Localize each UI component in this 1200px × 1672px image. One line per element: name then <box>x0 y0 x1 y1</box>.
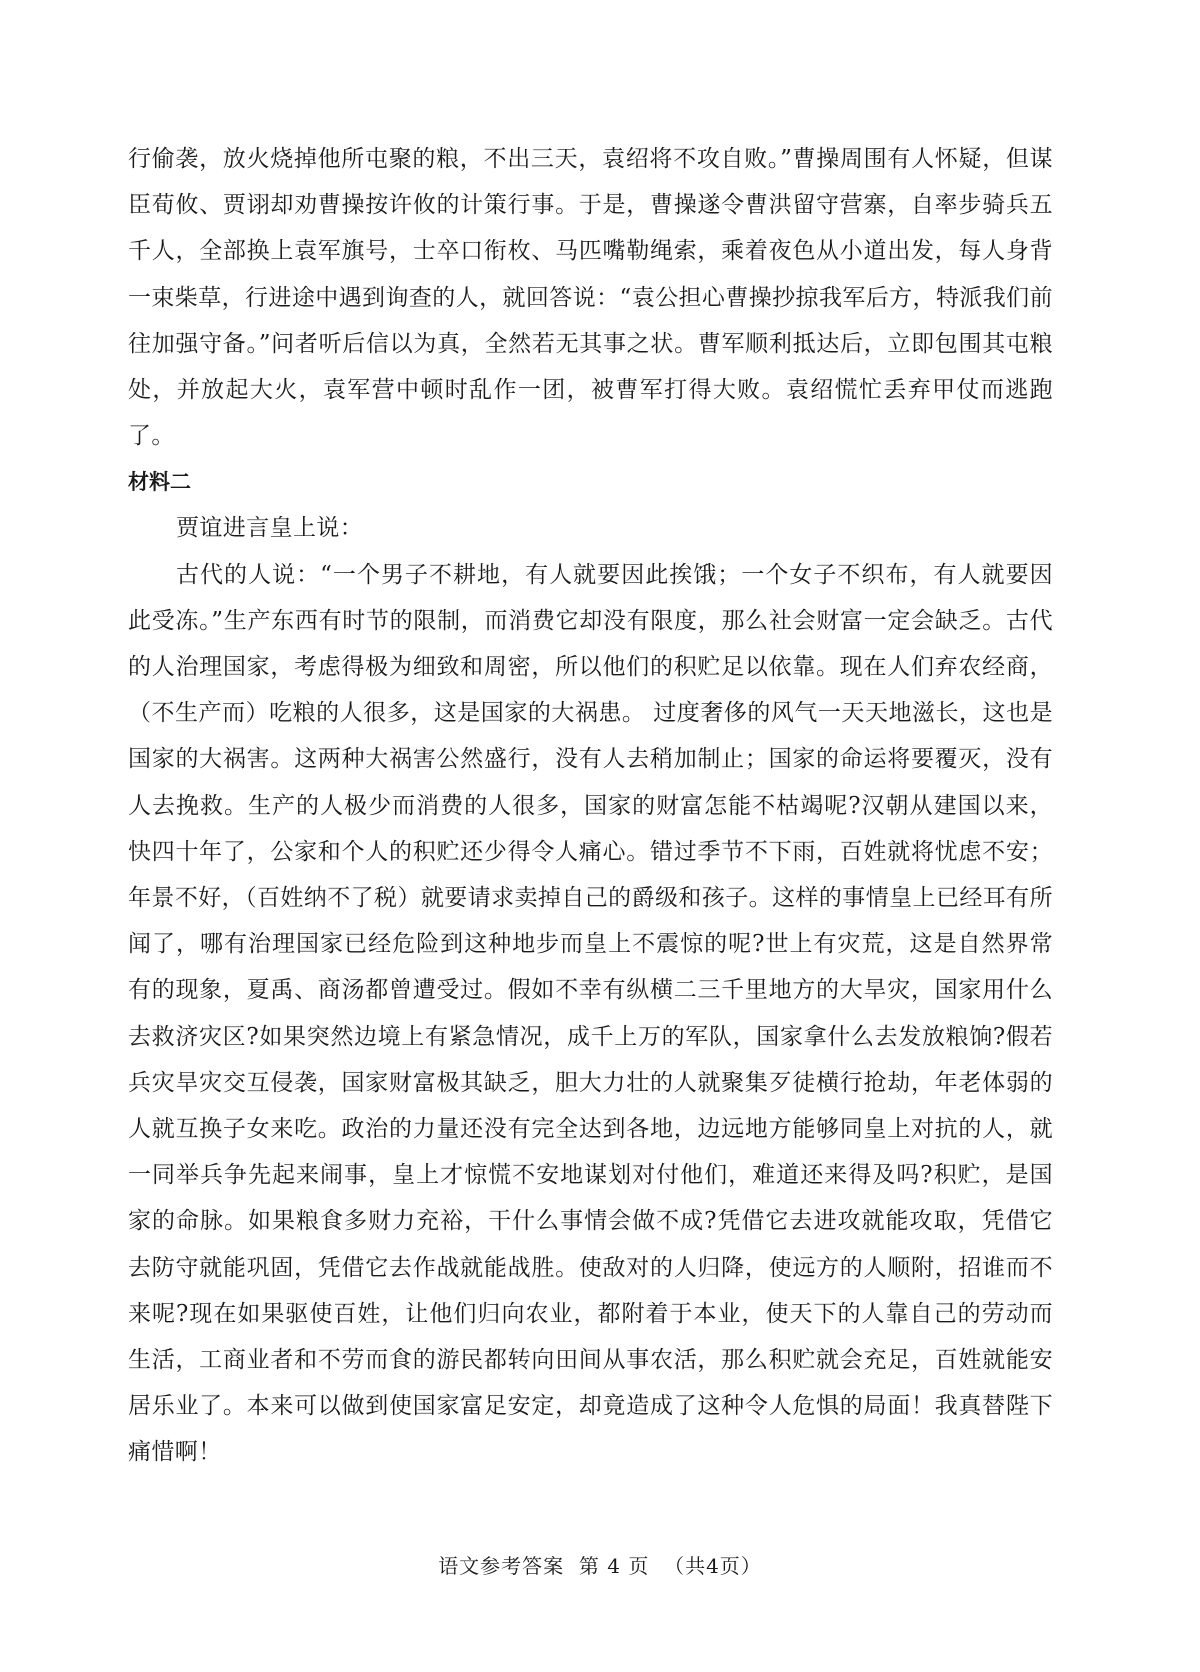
page-footer <box>0 1550 1200 1579</box>
footer-page-number: 第 4 页 <box>578 1554 650 1578</box>
material-one-paragraph: 行偷袭，放火烧掉他所屯聚的粮，不出三天，袁绍将不攻自败。”曹操周围有人怀疑，但谋臣荀攸、贾诩却劝曹操按许攸的计策行事。于是，曹操遂令曹洪留守营寨，自率步骑兵五千人，全部换上袁军旗号，士卒口衔枚、马匹嘴勒绳索，乘着夜色从小道出发，每人身背一束柴草，行进途中遇到询查的人，就回答说：“袁公担心曹操抄掠我军后方，特派我们前往加强守备。”问者听后信以为真，全然若无其事之状。曹军顺利抵达后，立即包围其屯粮处，并放起大火，袁军营中顿时乱作一团，被曹军打得大败。袁绍慌忙丢弃甲仗而逃跑了。 <box>128 146 1053 450</box>
footer-total-pages: （共4页） <box>664 1554 762 1578</box>
material-two-intro: 贾谊进言皇上说： <box>176 515 364 542</box>
section-heading-material-two: 材料二 <box>128 470 191 495</box>
material-two-paragraph: 古代的人说：“一个男子不耕地，有人就要因此挨饿；一个女子不织布，有人就要因此受冻。”生产东西有时节的限制，而消费它却没有限度，那么社会财富一定会缺乏。古代的人治理国家，考虑得极为细致和周密，所以他们的积贮足以依靠。现在人们弃农经商，（不生产而）吃粮的人很多，这是国家的大祸患。 过度奢侈的风气一天天地滋长，这也是国家的大祸害。这两种大祸害公然盛行，没有人去稍加制止；国家的命运将要覆灭，没有人去挽救。生产的人极少而消费的人很多，国家的财富怎能不枯竭呢?汉朝从建国以来，快四十年了，公家和个人的积贮还少得令人痛心。错过季节不下雨，百姓就将忧虑不安；年景不好，（百姓纳不了税）就要请求卖掉自己的爵级和孩子。这样的事情皇上已经耳有所闻了，哪有治理国家已经危险到这种地步而皇上不震惊的呢?世上有灾荒，这是自然界常有的现象，夏禹、商汤都曾遭受过。假如不幸有纵横二三千里地方的大旱灾，国家用什么去救济灾区?如果突然边境上有紧急情况，成千上万的军队，国家拿什么去发放粮饷?假若兵灾旱灾交互侵袭，国家财富极其缺乏，胆大力壮的人就聚集歹徒横行抢劫，年老体弱的人就互换子女来吃。政治的力量还没有完全达到各地，边远地方能够同皇上对抗的人，就一同举兵争先起来闹事，皇上才惊慌不安地谋划对付他们，难道还来得及吗?积贮，是国家的命脉。如果粮食多财力充裕，干什么事情会做不成?凭借它去进攻就能攻取，凭借它去防守就能巩固，凭借它去作战就能战胜。使敌对的人归降，使远方的人顺附，招谁而不来呢?现在如果驱使百姓，让他们归向农业，都附着于本业，使天下的人靠自己的劳动而生活，工商业者和不劳而食的游民都转向田间从事农活，那么积贮就会充足，百姓就能安居乐业了。本来可以做到使国家富足安定，却竟造成了这种令人危惧的局面！我真替陛下痛惜啊！ <box>128 561 1053 1466</box>
body-text <box>128 136 1053 1476</box>
footer-subject: 语文参考答案 <box>438 1554 565 1578</box>
